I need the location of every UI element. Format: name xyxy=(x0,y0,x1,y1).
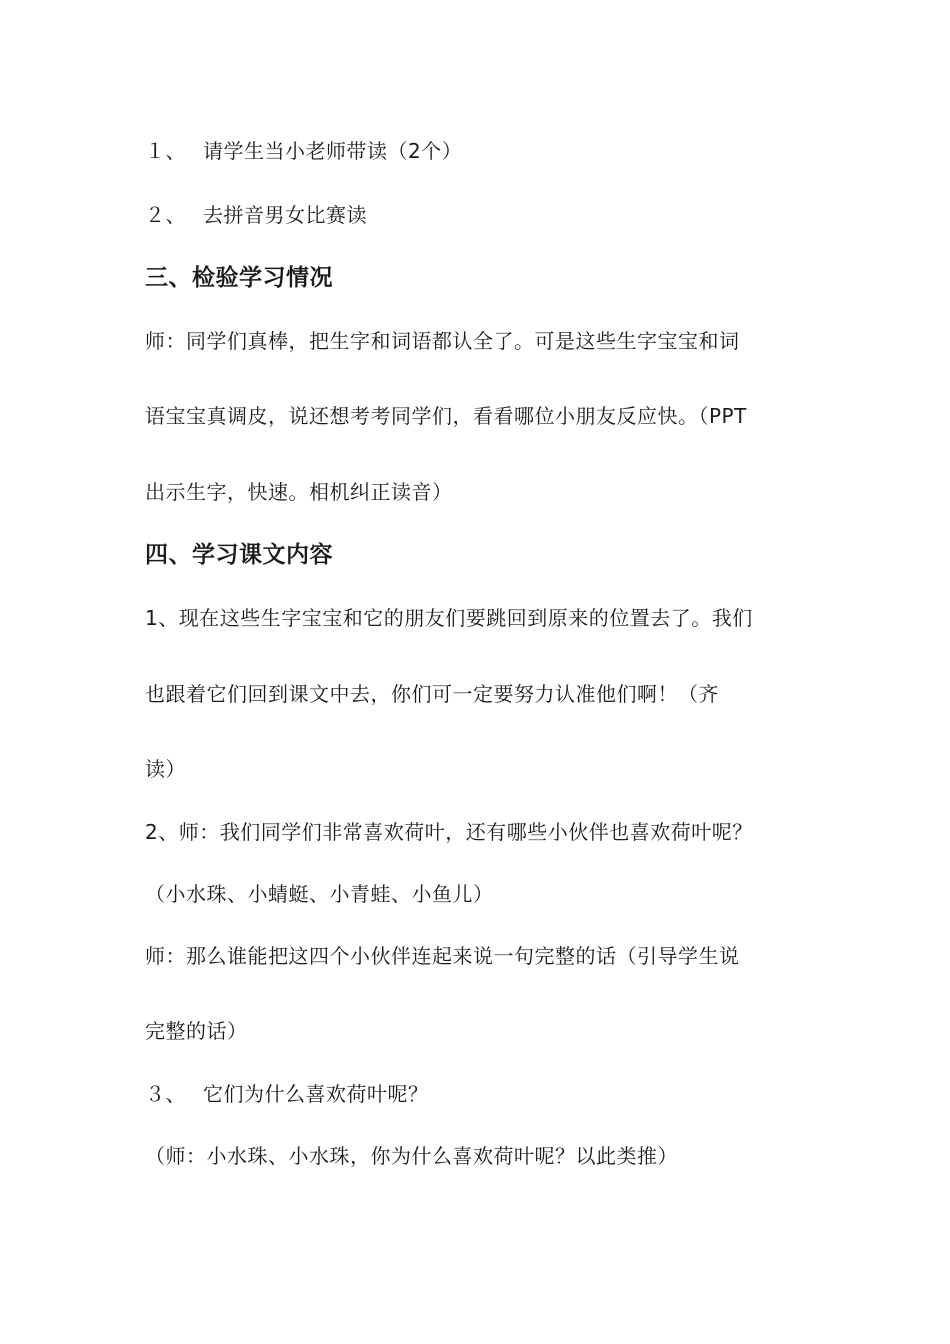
list-item xyxy=(145,1080,815,1108)
list-text: 它们为什么喜欢荷叶呢？ xyxy=(203,1082,429,1106)
paragraph-line: （师：小水珠、小水珠，你为什么喜欢荷叶呢？以此类推） xyxy=(145,1144,678,1168)
paragraph-line: 师：同学们真棒，把生字和词语都认全了。可是这些生字宝宝和词 xyxy=(145,329,740,353)
paragraph-line: 1、现在这些生字宝宝和它的朋友们要跳回到原来的位置去了。我们 xyxy=(145,606,753,630)
paragraph-line: （小水珠、小蜻蜓、小青蛙、小鱼儿） xyxy=(145,882,494,906)
list-text: 去拼音男女比赛读 xyxy=(203,203,367,227)
paragraph-line: 完整的话） xyxy=(145,1019,248,1043)
list-item xyxy=(145,137,815,165)
list-item xyxy=(145,201,815,229)
list-number: ３、 xyxy=(145,1082,186,1106)
list-text: 请学生当小老师带读（2个） xyxy=(203,139,463,163)
section-heading: 四、学习课文内容 xyxy=(145,542,333,568)
paragraph-line: 师：那么谁能把这四个小伙伴连起来说一句完整的话（引导学生说 xyxy=(145,944,740,968)
paragraph-line: 语宝宝真调皮，说还想考考同学们，看看哪位小朋友反应快。（PPT xyxy=(145,404,747,428)
list-number: ２、 xyxy=(145,203,186,227)
section-heading: 三、检验学习情况 xyxy=(145,265,333,291)
paragraph-line: 出示生字，快速。相机纠正读音） xyxy=(145,480,453,504)
list-number: １、 xyxy=(145,139,186,163)
paragraph-line: 2、师：我们同学们非常喜欢荷叶，还有哪些小伙伴也喜欢荷叶呢？ xyxy=(145,820,753,844)
paragraph-line: 也跟着它们回到课文中去，你们可一定要努力认准他们啊！（齐 xyxy=(145,682,719,706)
paragraph-line: 读） xyxy=(145,757,186,781)
